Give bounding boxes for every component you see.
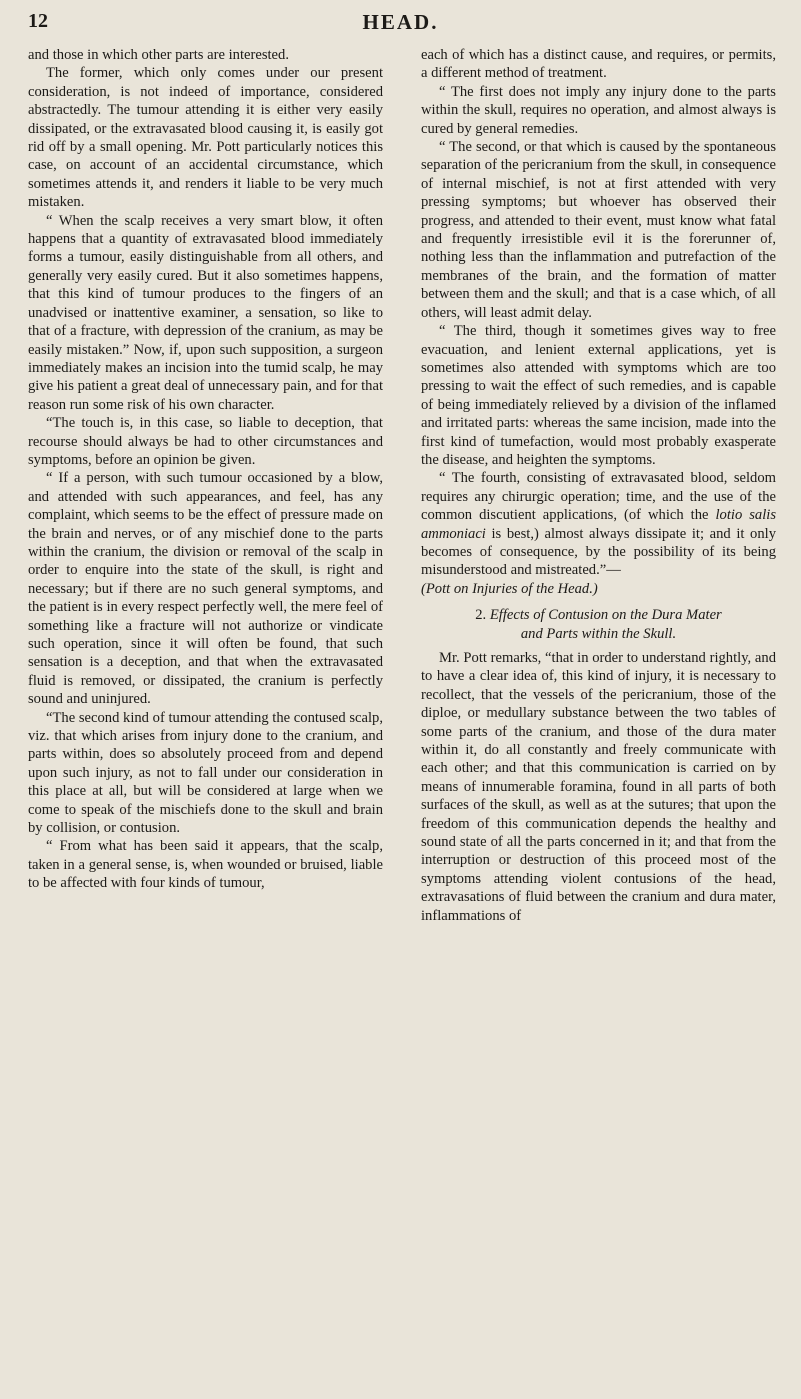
running-head — [22, 10, 779, 40]
paragraph: each of which has a distinct cause, and requires, or permits, a different method of treatment. — [421, 47, 776, 82]
section-title-line-1: Effects of Contusion on the Dura Mater — [489, 607, 722, 624]
paragraph-text: “ The fourth, consisting of extravasated blood, seldom requires any chirurgic operation; time, and the use of the common discutient applications, (of which the — [421, 470, 776, 524]
left-column — [28, 46, 383, 925]
paragraph: “The second kind of tumour attending the contused scalp, viz. that which arises from injury done to the cranium, and parts within, does so absolutely proceed from and depend upon such injury, as not to fall under our consideration in this place at all, but will be considered at large when we come to speak of the mischiefs done to the skull and brain by collision, or contusion. — [28, 709, 383, 837]
paragraph: “ The second, or that which is caused by the spontaneous separation of the pericranium from the skull, in consequence of internal mischief, is not at first attended with very pressing symptoms; but whoever has observed their progress, and attended to their event, must know what fatal and frequently irresistible evil it is the forerunner of, nothing less than the inflammation and putrefaction of the membranes of the brain, and the formation of matter between them and the skull; and that is a case which, of all others, will least admit delay. — [421, 139, 776, 321]
citation: (Pott on Injuries of the Head.) — [421, 580, 598, 597]
running-title: HEAD. — [362, 10, 439, 34]
right-column — [421, 46, 776, 925]
paragraph: and those in which other parts are interested. — [28, 47, 289, 63]
paragraph: Mr. Pott remarks, “that in order to understand rightly, and to have a clear idea of, this kind of injury, it is necessary to recollect, that the vessels of the pericranium, those of the diploe, or medullary substance between the two tables of some parts of the cranium, and those of the dura mater within it, do all constantly and freely communicate with each other; and that this communication is carried on by means of innumerable foramina, found in all parts of both surfaces of the skull, as well as at the sutures; that upon the freedom of this communication depends the healthy and sound state of all the parts concerned in it; and that from the interruption or destruction of this proceed most of the symptoms attending violent contusions of the head, extravasations of fluid between the cranium and dura mater, inflammations of — [421, 650, 776, 924]
paragraph: “The touch is, in this case, so liable to deception, that recourse should always be had to other circumstances and symptoms, before an opinion be given. — [28, 415, 383, 468]
paragraph-text: is best,) almost always dissipate it; and it only becomes of consequence, by the possibility of its being misunderstood and mistreated.”— — [421, 525, 776, 579]
page-number: 12 — [28, 10, 48, 32]
section-title-line-2: and Parts within the Skull. — [520, 625, 677, 642]
paragraph: “ From what has been said it appears, that the scalp, taken in a general sense, is, when wounded or bruised, liable to be affected with four kinds of tumour, — [28, 838, 383, 892]
latin-term: lotio salis ammoniaci — [421, 507, 777, 542]
section-heading — [421, 606, 776, 643]
section-number: 2. — [475, 607, 487, 624]
paragraph: “ When the scalp receives a very smart blow, it often happens that a quantity of extravasated blood immediately forms a tumour, easily distinguishable from all others, and generally very easily cured. But it also sometimes happens, that this kind of tumour produces to the fingers of an unadvised or inattentive examiner, a sensation, so like to that of a fracture, with depression of the cranium, as may be easily mistaken.” Now, if, upon such supposition, a surgeon immediately makes an incision into the tumid scalp, he may give his patient a great deal of unnecessary pain, and for that reason run some risk of his own character. — [28, 212, 383, 413]
paragraph: The former, which only comes under our present consideration, is not indeed of importance, considered abstractedly. The tumour attending it is either very easily dissipated, or the extravasated blood causing it, is easily got rid off by a small opening. Mr. Pott particularly notices this case, on account of an accidental circumstance, which sometimes attends it, and renders it liable to be very much mistaken. — [28, 65, 383, 211]
paragraph: “ The third, though it sometimes gives way to free evacuation, and lenient external applications, yet is sometimes also attended with symptoms which are too pressing to wait the effect of such remedies, and is capable of being immediately relieved by a division of the inflamed and irritated parts: whereas the same incision, made into the first kind of tumefaction, would most probably exasperate the disease, and heighten the symptoms. — [421, 323, 776, 468]
paragraph: “ If a person, with such tumour occasioned by a blow, and attended with such appearances, and feel, has any complaint, which seems to be the effect of pressure made on the brain and nerves, or of any mischief done to the parts within the cranium, the division or removal of the scalp in order to enquire into the state of the skull, is right and necessary; but if there are no such general symptoms, and the patient is in every respect perfectly well, the mere feel of something like a fracture will not authorize or vindicate such operation, since it will often be found, that such sensation is a deception, and that when the extravasated fluid is removed, or dissipated, the cranium is perfectly sound and uninjured. — [28, 470, 383, 708]
paragraph — [421, 469, 776, 598]
text-columns — [28, 46, 776, 925]
paragraph: “ The first does not imply any injury done to the parts within the skull, requires no operation, and almost always is cured by general remedies. — [421, 83, 776, 137]
